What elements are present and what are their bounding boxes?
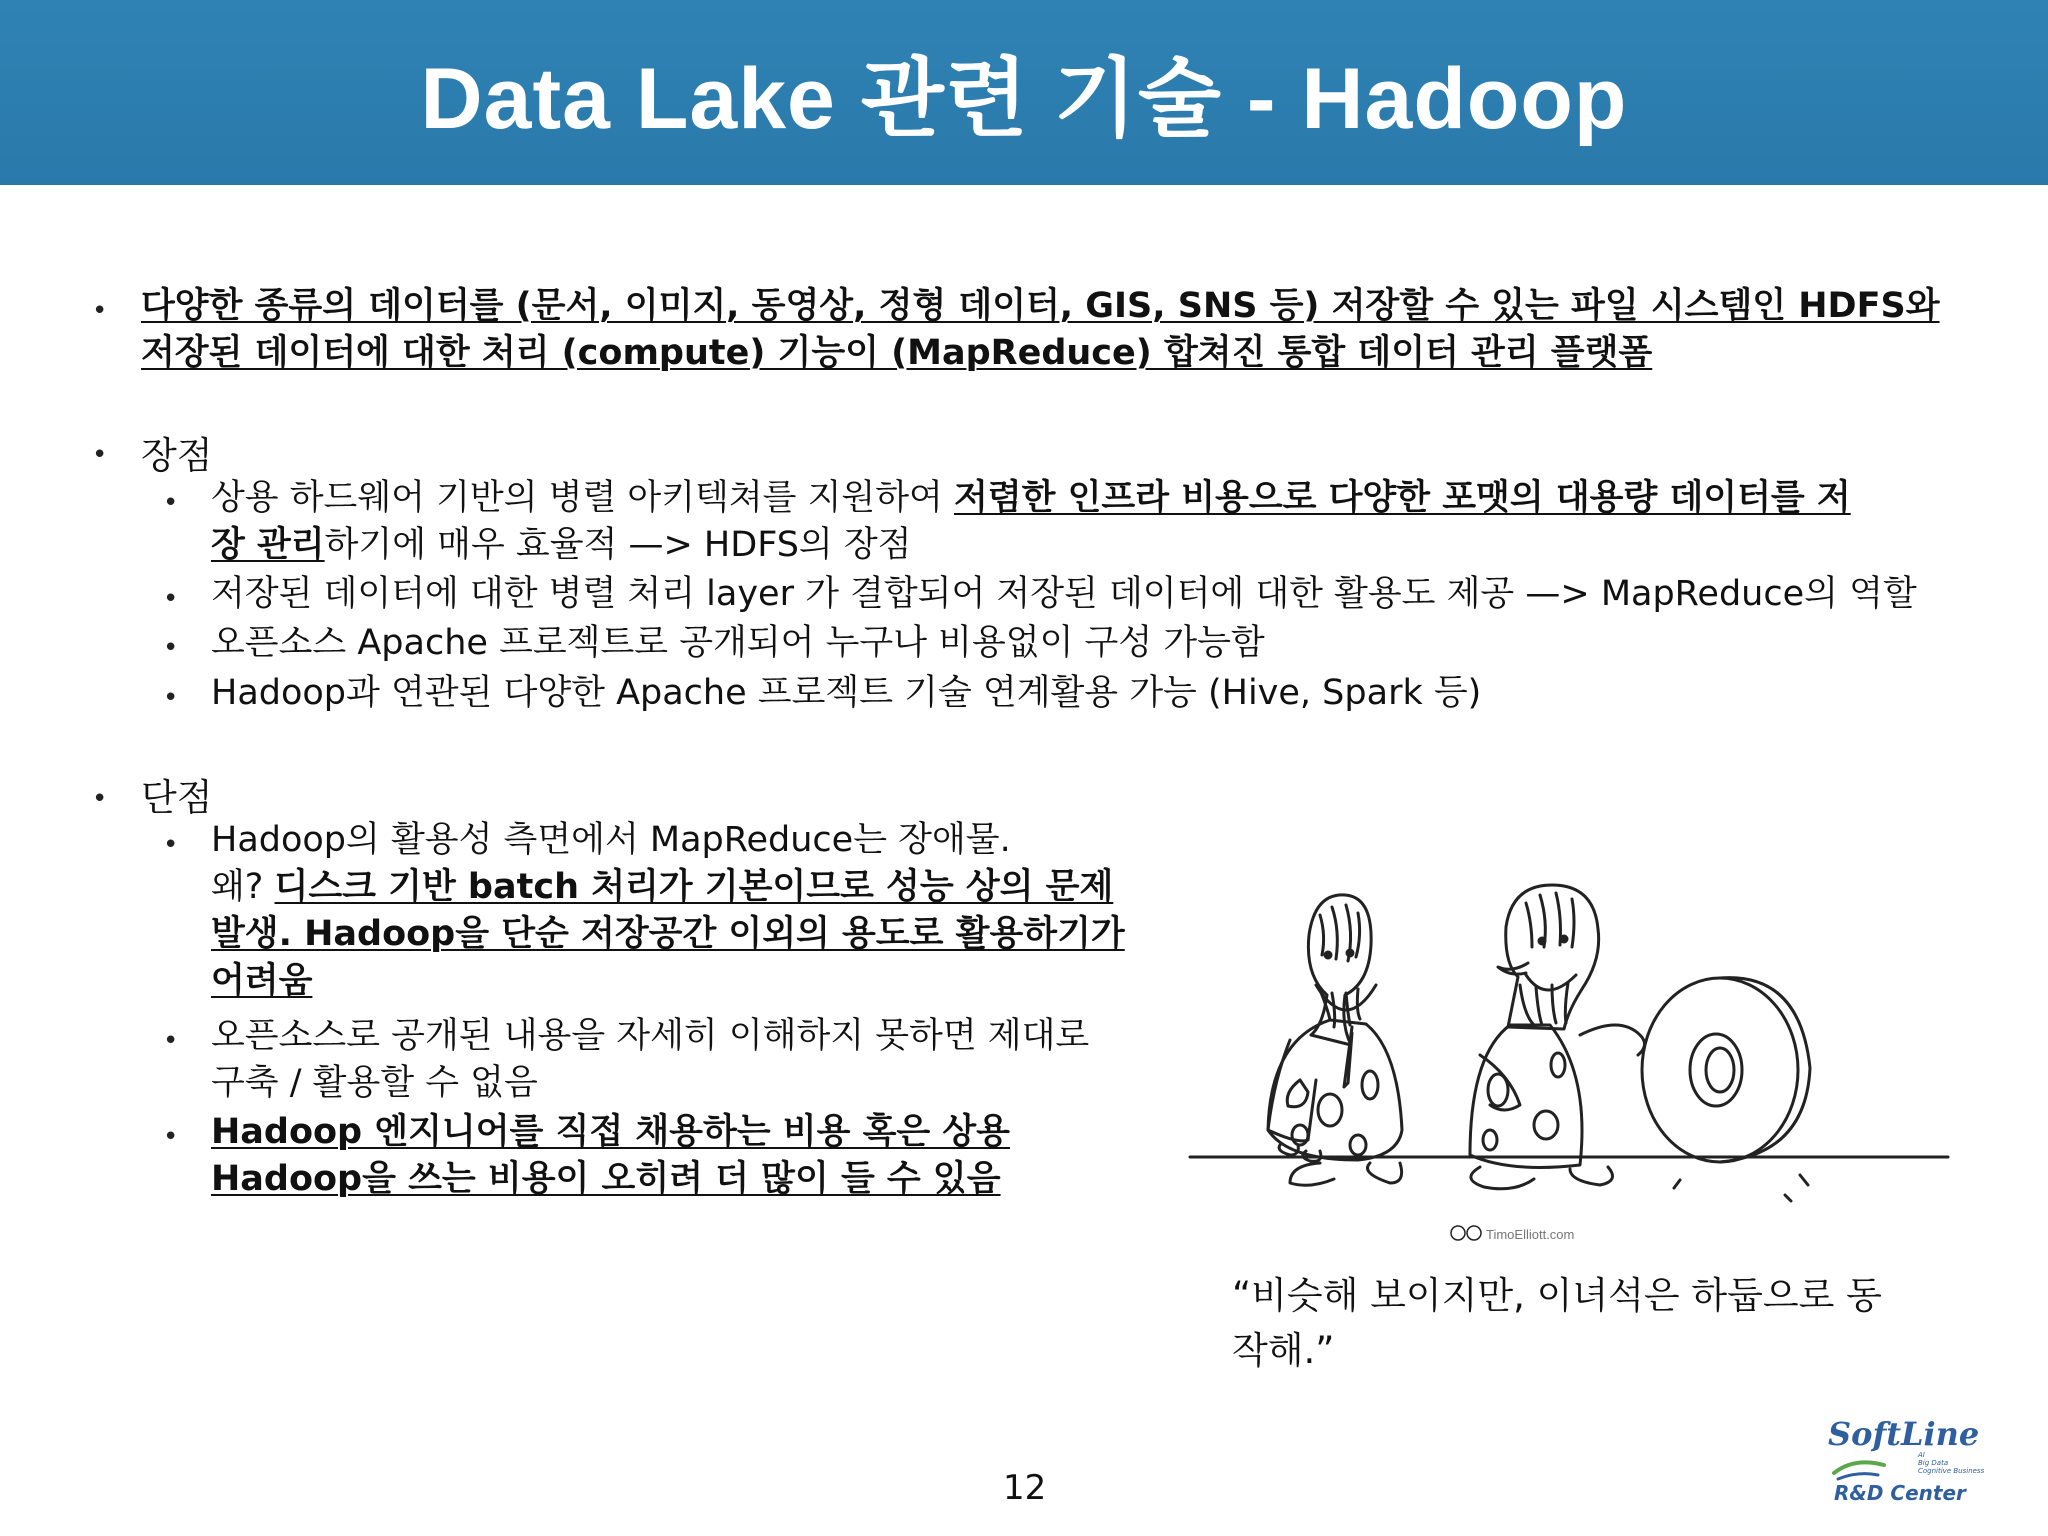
bullet-dot: •	[163, 488, 179, 518]
bullet-dot: •	[163, 683, 179, 713]
cartoon-caption	[1232, 1268, 1882, 1378]
logo-tagline: AI Big Data Cognitive Business	[1918, 1451, 1985, 1475]
intro-line-1: 다양한 종류의 데이터를 (문서, 이미지, 동영상, 정형 데이터, GIS, SNS 등) 저장할 수 있는 파일 시스템인 HDFS와	[141, 286, 1940, 326]
cons-item-1-line-3: 발생. Hadoop을 단순 저장공간 이외의 용도로 활용하기가	[211, 914, 1125, 954]
cons-item-2-line-1: 오픈소스로 공개된 내용을 자세히 이해하지 못하면 제대로	[211, 1016, 1090, 1056]
cons-item-1-line-1: Hadoop의 활용성 측면에서 MapReduce는 장애물.	[211, 820, 1011, 860]
slide-title: Data Lake 관련 기술 - Hadoop	[420, 50, 1628, 147]
logo-subtitle: R&D Center	[1834, 1481, 1966, 1505]
caption-line-1: “비슷해 보이지만, 이녀석은 하둡으로 동	[1232, 1274, 1882, 1317]
caveman-cartoon-illustration	[1180, 855, 1960, 1255]
stone-wheel	[1642, 978, 1810, 1162]
bullet-dot: •	[163, 830, 179, 860]
logo-swoosh-icon	[1830, 1455, 1890, 1481]
right-caveman-figure	[1470, 885, 1645, 1189]
bullet-dot: •	[163, 584, 179, 614]
cons-item-3-line-1: Hadoop 엔지니어를 직접 채용하는 비용 혹은 상용	[211, 1112, 1010, 1152]
bullet-dot: •	[92, 296, 108, 326]
bullet-dot: •	[92, 784, 108, 814]
bullet-dot: •	[163, 633, 179, 663]
cons-item-3-line-2: Hadoop을 쓰는 비용이 오히려 더 많이 들 수 있음	[211, 1159, 1001, 1199]
cons-item-2-line-2: 구축 / 활용할 수 없음	[211, 1063, 538, 1103]
bullet-dot: •	[163, 1026, 179, 1056]
pros-item-4: Hadoop과 연관된 다양한 Apache 프로젝트 기술 연계활용 가능 (Hive, Spark 등)	[211, 673, 1482, 713]
cons-item-1-line-4: 어려움	[211, 961, 313, 1001]
rock-debris	[1674, 1175, 1808, 1201]
page-number: 12	[1003, 1468, 1047, 1508]
pros-item-2: 저장된 데이터에 대한 병렬 처리 layer 가 결합되어 저장된 데이터에 대한 활용도 제공 —> MapReduce의 역할	[211, 574, 1917, 614]
softline-logo	[1820, 1415, 2000, 1515]
pros-item-1-line-2: 장 관리하기에 매우 효율적 —> HDFS의 장점	[211, 525, 912, 565]
intro-line-2: 저장된 데이터에 대한 처리 (compute) 기능이 (MapReduce) 합쳐진 통합 데이터 관리 플랫폼	[141, 333, 1653, 373]
cons-item-1-line-2: 왜? 디스크 기반 batch 처리가 기본이므로 성능 상의 문제	[211, 867, 1114, 907]
bullet-dot: •	[92, 440, 108, 470]
pros-heading: 장점	[141, 434, 213, 477]
pros-item-1-line-1: 상용 하드웨어 기반의 병렬 아키텍쳐를 지원하여 저렴한 인프라 비용으로 다양한 포맷의 대용량 데이터를 저	[211, 478, 1851, 518]
bullet-dot: •	[163, 1122, 179, 1152]
pros-item-3: 오픈소스 Apache 프로젝트로 공개되어 누구나 비용없이 구성 가능함	[211, 623, 1265, 663]
logo-brand: SoftLine	[1828, 1415, 1980, 1453]
cons-heading: 단점	[141, 776, 213, 819]
copyright-credit	[1451, 1226, 1481, 1240]
cartoon-credit: TimoElliott.com	[1486, 1227, 1575, 1242]
left-caveman-figure	[1268, 895, 1402, 1185]
caption-line-2: 작해.”	[1232, 1329, 1335, 1372]
